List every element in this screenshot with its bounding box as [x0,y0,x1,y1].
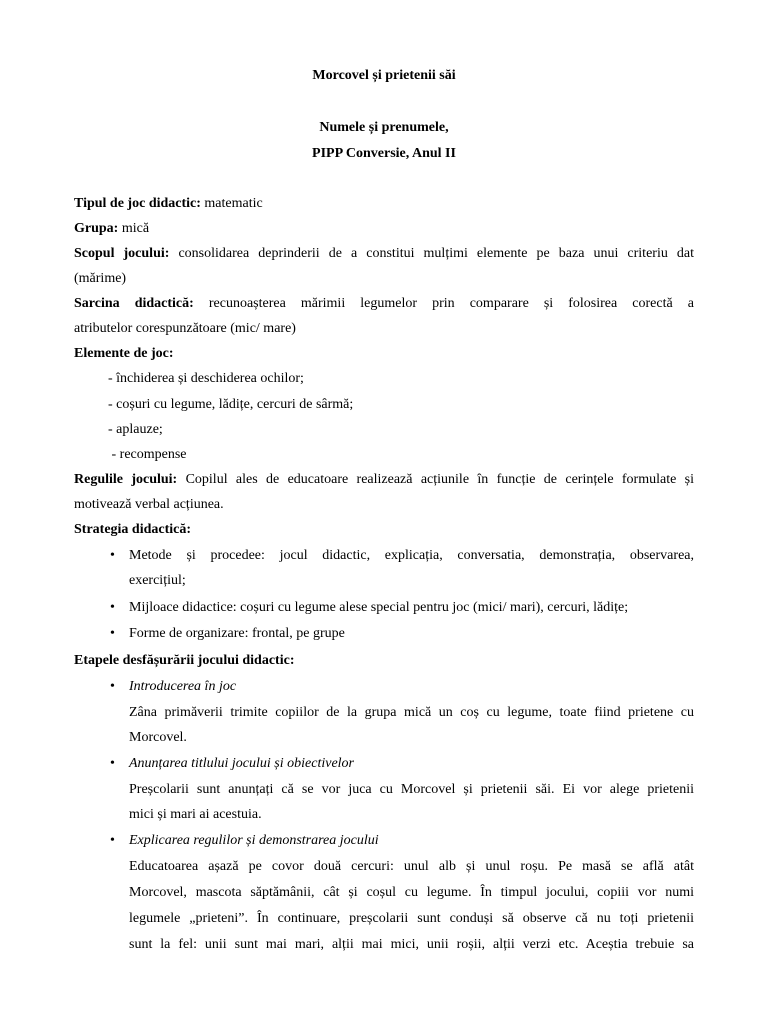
bullet-icon: • [110,756,115,771]
sarcina-label: Sarcina didactică: [74,296,194,311]
bullet-icon: • [110,626,115,641]
strategia-mijloace: Mijloace didactice: coșuri cu legume alese special pentru joc (mici/ mari), cercuri, lădițe; [129,600,629,615]
etapa-anuntare-text: Preșcolarii sunt anunțați că se vor juca cu Morcovel și prietenii săi. Ei vor alege prietenii [129,782,694,797]
tip-joc-value: matematic [200,196,263,211]
reguli-label: Regulile jocului: [74,472,178,487]
scop-label: Scopul jocului: [74,246,170,261]
etapa-explicare-title: Explicarea regulilor și demonstrarea jocului [129,833,379,848]
grupa-label: Grupa: [74,221,119,236]
strategia-forme: Forme de organizare: frontal, pe grupe [129,626,345,641]
bullet-icon: • [110,600,115,615]
author-line: Numele și prenumele, [319,120,449,135]
etapa-anuntare-text-continuation: mici și mari ai acestuia. [129,807,262,822]
etapele-label: Etapele desfășurării jocului didactic: [74,653,295,668]
sarcina-continuation: atributelor corespunzătoare (mic/ mare) [74,321,296,336]
elemente-item: - recompense [108,447,187,462]
reguli-value: Copilul ales de educatoare realizează acțiunile în funcție de cerințele formulate și [177,472,694,487]
elemente-item: - coșuri cu legume, lădițe, cercuri de sârmă; [108,397,354,412]
bullet-icon: • [110,548,115,563]
grupa-value: mică [118,221,150,236]
etapa-introducere-title: Introducerea în joc [129,679,237,694]
elemente-item: - închiderea și deschiderea ochilor; [108,371,304,386]
etapa-explicare-text: legumele „prieteni”. În continuare, preșcolarii sunt conduși să observe că nu toți prietenii [129,911,694,926]
sarcina-value: recunoașterea mărimii legumelor prin comparare și folosirea corectă a [193,296,694,311]
scop-value: consolidarea deprinderii de a constitui mulțimi elemente pe baza unui criteriu dat [169,246,694,261]
bullet-icon: • [110,679,115,694]
document-title: Morcovel și prietenii săi [312,68,456,83]
strategia-label: Strategia didactică: [74,522,192,537]
elemente-item: - aplauze; [108,422,163,437]
bullet-icon: • [110,833,115,848]
grupa-row [74,220,149,238]
strategia-metode: Metode și procedee: jocul didactic, explicația, conversatia, demonstrația, observarea, [129,548,694,563]
scop-row [74,245,694,263]
etapa-introducere-text: Zâna primăverii trimite copiilor de la grupa mică un coș cu legume, toate fiind prietene cu [129,705,694,720]
elemente-label: Elemente de joc: [74,346,174,361]
document-page [74,0,694,1024]
tip-joc-row [74,195,263,213]
etapa-introducere-text-continuation: Morcovel. [129,730,187,745]
reguli-continuation: motivează verbal acțiunea. [74,497,224,512]
scop-continuation: (mărime) [74,271,127,286]
etapa-explicare-text: sunt la fel: unii sunt mai mari, alții mai mici, unii roșii, alții verzi etc. Aceștia trebuie sa [129,937,694,952]
sarcina-row [74,295,694,313]
etapa-explicare-text: Educatoarea așază pe covor două cercuri: unul alb și unul roșu. Pe masă se află atât [129,859,694,874]
etapa-explicare-text: Morcovel, mascota săptămânii, cât și coșul cu legume. În timpul jocului, copiii vor numi [129,885,694,900]
program-line: PIPP Conversie, Anul II [312,146,456,161]
reguli-row [74,471,694,489]
tip-joc-label: Tipul de joc didactic: [74,196,201,211]
strategia-metode-continuation: exercițiul; [129,573,186,588]
etapa-anuntare-title: Anunțarea titlului jocului și obiectivelor [129,756,355,771]
